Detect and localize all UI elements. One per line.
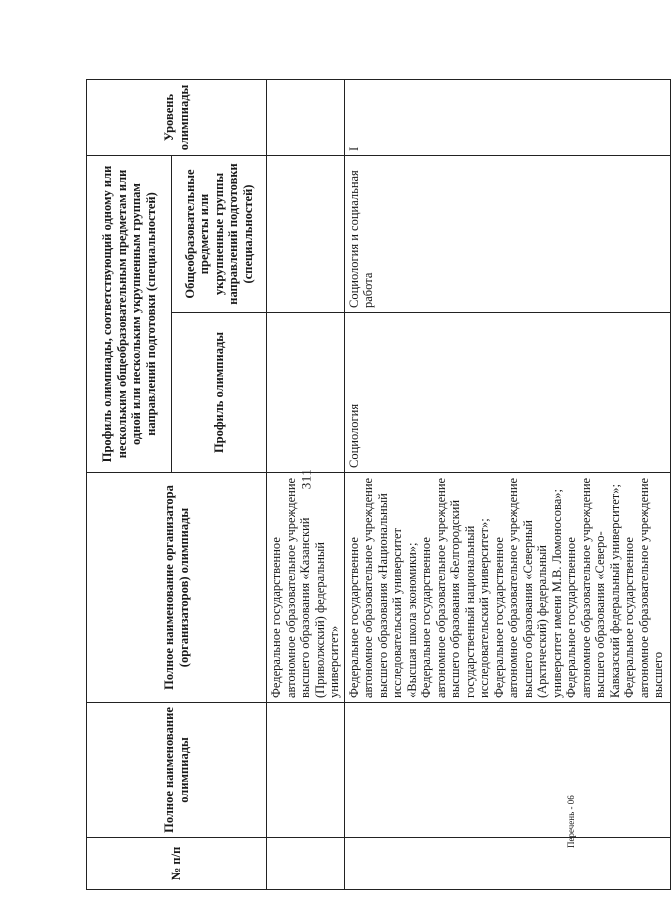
cell-subjects bbox=[267, 155, 345, 312]
cell-level: I bbox=[344, 79, 670, 155]
cell-num bbox=[344, 838, 670, 890]
cell-level bbox=[267, 79, 345, 155]
footer-note: Перечень - 06 bbox=[566, 795, 576, 848]
cell-organizer: Федеральное государственное автономное образовательное учреждение высшего образования «Национальный исследовательский университет «Высшая школа экономики»; Федеральное государственное автономное образовательное учреждение высшего образования «Белгородский государственный национальный исследовательский университет»; Федеральное государственное автономное образовательное учреждение высшего образования «Северный (Арктический) федеральный университет имени М.В. Ломоносова»; Федеральное государственное автономное образовательное учреждение высшего образования «Северо-Кавказский федеральный университет»; Федеральное государственное автономное образовательное учреждение высшего bbox=[344, 473, 670, 703]
cell-olympiad-name bbox=[344, 703, 670, 838]
cell-subjects: Социология и социальная работа bbox=[344, 155, 670, 312]
page-number: 311 bbox=[298, 468, 314, 490]
cell-profile bbox=[267, 313, 345, 473]
header-profile: Профиль олимпиады bbox=[172, 313, 267, 473]
header-num: № п/п bbox=[87, 838, 267, 890]
olympiad-table bbox=[86, 79, 671, 890]
header-olympiad-name: Полное наименование олимпиады bbox=[87, 703, 267, 838]
cell-olympiad-name bbox=[267, 703, 345, 838]
cell-profile: Социология bbox=[344, 313, 670, 473]
header-profile-group: Профиль олимпиады, соответствующий одному или нескольким общеобразовательным предметам или одной или нескольким укрупненным группам направлений подготовки (специальностей) bbox=[87, 155, 172, 472]
header-level: Уровень олимпиады bbox=[87, 79, 267, 155]
header-subjects: Общеобразовательные предметы или укрупненные группы направлений подготовки (специальностей) bbox=[172, 155, 267, 312]
cell-num bbox=[267, 838, 345, 890]
table-row bbox=[267, 79, 345, 889]
cell-organizer: Федеральное государственное автономное образовательное учреждение высшего образования «Казанский (Приволжский) федеральный университет» bbox=[267, 473, 345, 703]
rotated-table-container bbox=[86, 80, 665, 890]
table-row bbox=[344, 79, 670, 889]
header-organizer: Полное наименование организатора (организаторов) олимпиады bbox=[87, 473, 267, 703]
